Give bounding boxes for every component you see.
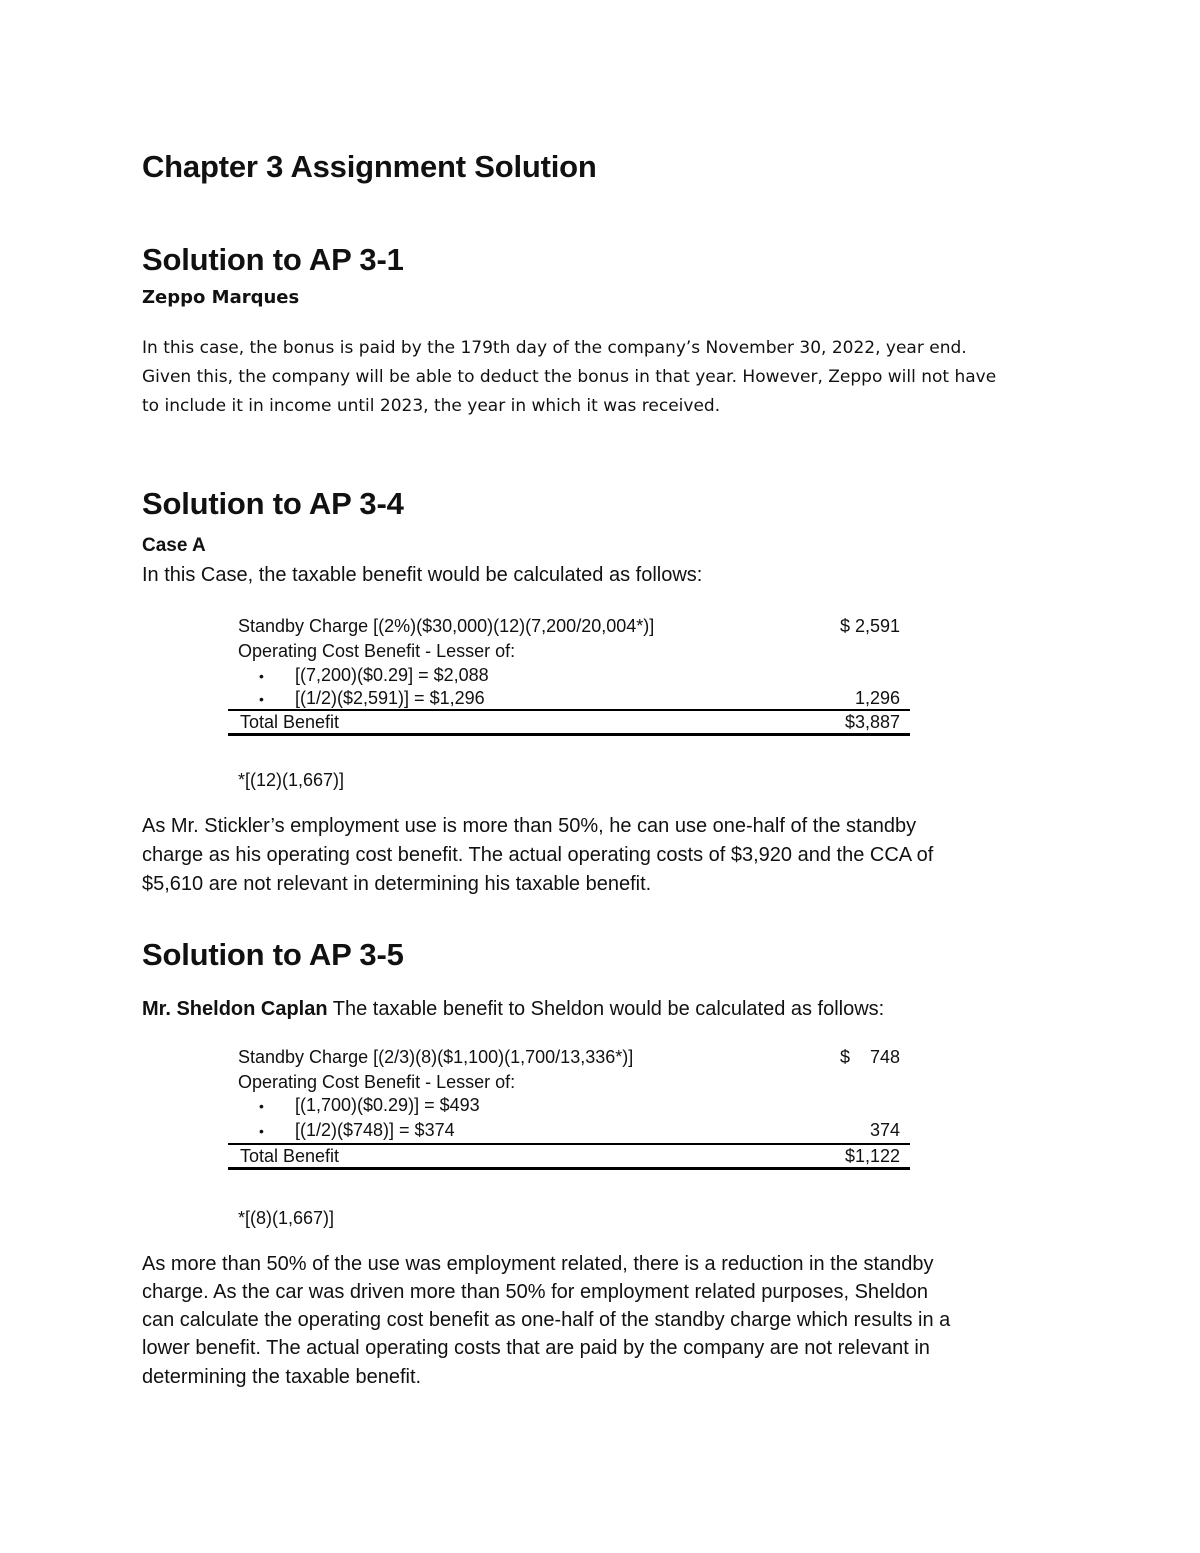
total-benefit-label: Total Benefit	[240, 1146, 340, 1166]
section-heading-ap35: Solution to AP 3-5	[142, 937, 404, 972]
lead-text: The taxable benefit to Sheldon would be calculated as follows:	[327, 998, 885, 1020]
total-rule	[228, 733, 910, 736]
total-benefit-label: Total Benefit	[240, 712, 340, 732]
paragraph-line: lower benefit. The actual operating costs that are paid by the company are not relevant in	[142, 1337, 930, 1359]
total-benefit-amount: $1,122	[844, 1146, 900, 1166]
paragraph-line: As more than 50% of the use was employment related, there is a reduction in the standby	[142, 1253, 934, 1275]
bullet-item: [(7,200)($0.29] = $2,088	[295, 665, 489, 685]
bullet-icon: •	[259, 1098, 264, 1114]
section-heading-ap31: Solution to AP 3-1	[142, 242, 404, 277]
bullet-amount: 374	[869, 1120, 900, 1140]
paragraph-line: In this case, the bonus is paid by the 179th day of the company’s November 30, 2022, year end.	[142, 338, 967, 358]
page-title: Chapter 3 Assignment Solution	[142, 149, 597, 184]
total-benefit-amount: $3,887	[844, 712, 900, 732]
operating-cost-label: Operating Cost Benefit - Lesser of:	[238, 1072, 516, 1092]
paragraph-line: charge. As the car was driven more than 50% for employment related purposes, Sheldon	[142, 1281, 928, 1303]
bullet-amount: 1,296	[854, 688, 900, 708]
standby-charge-amount: $ 748	[839, 1047, 900, 1067]
paragraph-line: $5,610 are not relevant in determining his taxable benefit.	[142, 873, 652, 895]
paragraph-line: determining the taxable benefit.	[142, 1366, 422, 1388]
paragraph-line: to include it in income until 2023, the year in which it was received.	[142, 396, 721, 416]
standby-charge-amount: $ 2,591	[839, 616, 900, 636]
standby-charge-label: Standby Charge [(2/3)(8)($1,100)(1,700/13,336*)]	[238, 1047, 634, 1067]
subtotal-rule	[228, 709, 910, 711]
total-rule	[228, 1167, 910, 1170]
bullet-icon: •	[259, 668, 264, 684]
footnote: *[(12)(1,667)]	[238, 770, 345, 790]
subtotal-rule	[228, 1143, 910, 1145]
paragraph-line: As Mr. Stickler’s employment use is more than 50%, he can use one-half of the standby	[142, 815, 917, 837]
footnote: *[(8)(1,667)]	[238, 1208, 335, 1228]
operating-cost-label: Operating Cost Benefit - Lesser of:	[238, 641, 516, 661]
standby-charge-label: Standby Charge [(2%)($30,000)(12)(7,200/20,004*)]	[238, 616, 655, 636]
intro-text: In this Case, the taxable benefit would be calculated as follows:	[142, 564, 703, 586]
paragraph-line: can calculate the operating cost benefit as one-half of the standby charge which results in a	[142, 1309, 951, 1331]
lead-bold-name: Mr. Sheldon Caplan	[142, 998, 328, 1020]
bullet-item: [(1,700)($0.29)] = $493	[295, 1095, 480, 1115]
section-heading-ap34: Solution to AP 3-4	[142, 486, 404, 521]
bullet-item: [(1/2)($748)] = $374	[295, 1120, 455, 1140]
bullet-icon: •	[259, 1123, 264, 1139]
lead-paragraph	[142, 995, 884, 1024]
bullet-icon: •	[259, 691, 264, 707]
case-label: Case A	[142, 535, 206, 556]
bullet-item: [(1/2)($2,591)] = $1,296	[295, 688, 485, 708]
paragraph-line: Given this, the company will be able to deduct the bonus in that year. However, Zeppo will not have	[142, 367, 997, 387]
subheading-zeppo: Zeppo Marques	[142, 287, 300, 308]
paragraph-line: charge as his operating cost benefit. The actual operating costs of $3,920 and the CCA of	[142, 844, 934, 866]
